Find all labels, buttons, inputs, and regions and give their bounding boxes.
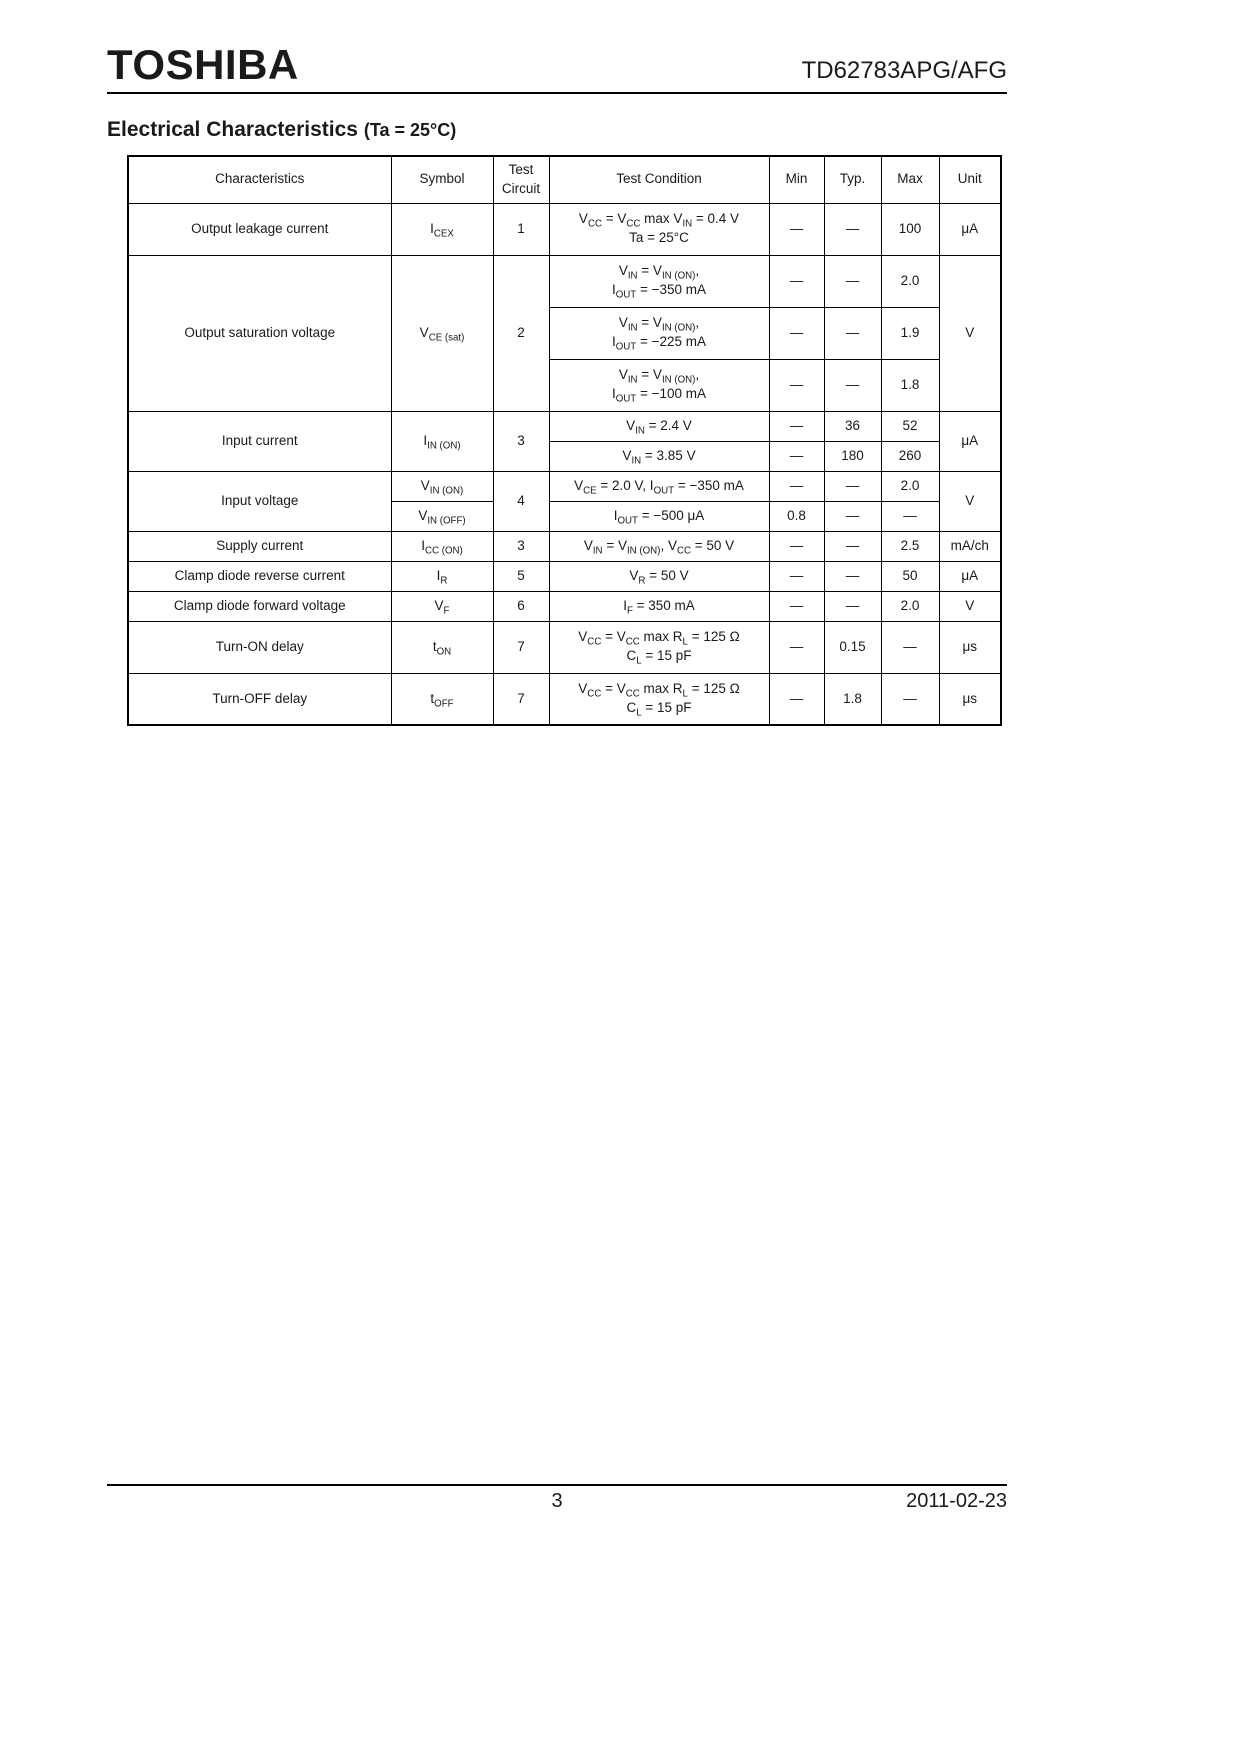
cell-min: — (769, 673, 824, 725)
cell-test-circuit: 3 (493, 411, 549, 471)
table-row (128, 673, 1001, 725)
cell-min: — (769, 471, 824, 501)
section-title (107, 118, 1133, 142)
cell-max: 2.0 (881, 255, 939, 307)
cell-unit: μA (939, 203, 1001, 255)
cell-min: — (769, 621, 824, 673)
characteristics-table (127, 155, 1002, 726)
cell-symbol: $I_{CEX}$ (391, 203, 493, 255)
section-title-condition: (Ta = 25°C) (363, 120, 457, 140)
cell-max: 2.5 (881, 531, 939, 561)
cell-typ: — (824, 531, 881, 561)
table-row (128, 531, 1001, 561)
cell-test-condition: $V_{CC} = V_{CC}$ $\max V_{IN} = 0.4$ V Ta = 25°C (549, 203, 769, 255)
cell-test-condition: $I_F = 350$ mA (549, 591, 769, 621)
cell-test-condition: $V_{IN} = V_{IN (ON)}$, $I_{OUT} = -350$ mA (549, 255, 769, 307)
col-header-test-condition: Test Condition (549, 156, 769, 203)
table-header-row (128, 156, 1001, 203)
cell-symbol: $V_F$ (391, 591, 493, 621)
cell-unit: μA (939, 411, 1001, 471)
cell-min: — (769, 531, 824, 561)
cell-symbol: $I_{IN (ON)}$ (391, 411, 493, 471)
page-number: 3 (551, 1490, 563, 1512)
cell-test-circuit: 7 (493, 621, 549, 673)
cell-min: — (769, 561, 824, 591)
cell-symbol: $V_{IN (ON)}$ (391, 471, 493, 501)
cell-typ: — (824, 471, 881, 501)
cell-typ: 0.15 (824, 621, 881, 673)
cell-min: — (769, 307, 824, 359)
cell-symbol: $V_{IN (OFF)}$ (391, 501, 493, 531)
cell-test-circuit: 6 (493, 591, 549, 621)
header-rule (107, 92, 1007, 94)
cell-min: — (769, 255, 824, 307)
cell-test-condition: $V_R = 50$ V (549, 561, 769, 591)
cell-typ: — (824, 561, 881, 591)
cell-characteristic: Clamp diode forward voltage (128, 591, 391, 621)
cell-unit: μA (939, 561, 1001, 591)
cell-min: 0.8 (769, 501, 824, 531)
cell-max: 2.0 (881, 471, 939, 501)
cell-max: 2.0 (881, 591, 939, 621)
part-number: TD62783APG/AFG (801, 56, 1007, 84)
cell-test-condition: $V_{CC} = V_{CC}$ $\max R_L = 125$ Ω $C_L = 15$ pF (549, 621, 769, 673)
col-header-max: Max (881, 156, 939, 203)
cell-test-condition: $V_{IN} = 2.4$ V (549, 411, 769, 441)
footer-row (107, 1490, 1007, 1520)
page-footer (107, 1484, 1007, 1520)
cell-max: 50 (881, 561, 939, 591)
cell-test-circuit: 4 (493, 471, 549, 531)
cell-characteristic: Output saturation voltage (128, 255, 391, 411)
cell-test-condition: $V_{IN} = V_{IN (ON)}$, $I_{OUT} = -100$ mA (549, 359, 769, 411)
cell-typ: — (824, 255, 881, 307)
col-header-characteristics: Characteristics (128, 156, 391, 203)
toshiba-logo: TOSHIBA (107, 41, 299, 88)
table-row (128, 471, 1001, 501)
cell-characteristic: Clamp diode reverse current (128, 561, 391, 591)
cell-test-circuit: 3 (493, 531, 549, 561)
cell-test-circuit: 7 (493, 673, 549, 725)
cell-typ: 1.8 (824, 673, 881, 725)
cell-max: 260 (881, 441, 939, 471)
cell-typ: — (824, 307, 881, 359)
cell-max: 100 (881, 203, 939, 255)
cell-characteristic: Supply current (128, 531, 391, 561)
table-row (128, 203, 1001, 255)
cell-symbol: $I_{CC (ON)}$ (391, 531, 493, 561)
cell-test-condition: $V_{CC} = V_{CC}$ $\max R_L = 125$ Ω $C_L = 15$ pF (549, 673, 769, 725)
col-header-unit: Unit (939, 156, 1001, 203)
cell-max: 1.8 (881, 359, 939, 411)
cell-unit: mA/ch (939, 531, 1001, 561)
cell-test-condition: $V_{IN} = V_{IN (ON)}$, $V_{CC} = 50$ V (549, 531, 769, 561)
cell-characteristic: Turn-ON delay (128, 621, 391, 673)
col-header-test-circuit: Test Circuit (493, 156, 549, 203)
cell-unit: V (939, 471, 1001, 531)
cell-typ: — (824, 501, 881, 531)
cell-typ: — (824, 591, 881, 621)
cell-characteristic: Input current (128, 411, 391, 471)
cell-max: — (881, 501, 939, 531)
cell-test-condition: $V_{CE} = 2.0$ V, $I_{OUT} = -350$ mA (549, 471, 769, 501)
footer-rule (107, 1484, 1007, 1486)
col-header-symbol: Symbol (391, 156, 493, 203)
table-row (128, 255, 1001, 307)
cell-unit: μs (939, 621, 1001, 673)
cell-symbol: $t_{OFF}$ (391, 673, 493, 725)
cell-symbol: $t_{ON}$ (391, 621, 493, 673)
cell-min: — (769, 441, 824, 471)
cell-min: — (769, 411, 824, 441)
cell-symbol: $V_{CE (sat)}$ (391, 255, 493, 411)
table-row (128, 411, 1001, 441)
cell-max: 1.9 (881, 307, 939, 359)
cell-test-condition: $V_{IN} = V_{IN (ON)}$, $I_{OUT} = -225$ mA (549, 307, 769, 359)
cell-typ: — (824, 203, 881, 255)
cell-typ: 180 (824, 441, 881, 471)
cell-max: — (881, 673, 939, 725)
cell-unit: V (939, 255, 1001, 411)
cell-typ: 36 (824, 411, 881, 441)
cell-test-condition: $V_{IN} = 3.85$ V (549, 441, 769, 471)
cell-max: — (881, 621, 939, 673)
cell-characteristic: Turn-OFF delay (128, 673, 391, 725)
page-header (107, 41, 1007, 88)
table-row (128, 561, 1001, 591)
cell-unit: V (939, 591, 1001, 621)
table-row (128, 591, 1001, 621)
cell-unit: μs (939, 673, 1001, 725)
cell-characteristic: Input voltage (128, 471, 391, 531)
cell-symbol: $I_R$ (391, 561, 493, 591)
cell-min: — (769, 203, 824, 255)
cell-characteristic: Output leakage current (128, 203, 391, 255)
cell-typ: — (824, 359, 881, 411)
col-header-typ: Typ. (824, 156, 881, 203)
table-row (128, 621, 1001, 673)
cell-min: — (769, 591, 824, 621)
cell-max: 52 (881, 411, 939, 441)
cell-test-circuit: 5 (493, 561, 549, 591)
col-header-min: Min (769, 156, 824, 203)
section-title-text: Electrical Characteristics (107, 118, 358, 141)
document-date: 2011-02-23 (906, 1490, 1007, 1512)
cell-test-condition: $I_{OUT} = -500$ μA (549, 501, 769, 531)
cell-test-circuit: 2 (493, 255, 549, 411)
cell-min: — (769, 359, 824, 411)
cell-test-circuit: 1 (493, 203, 549, 255)
